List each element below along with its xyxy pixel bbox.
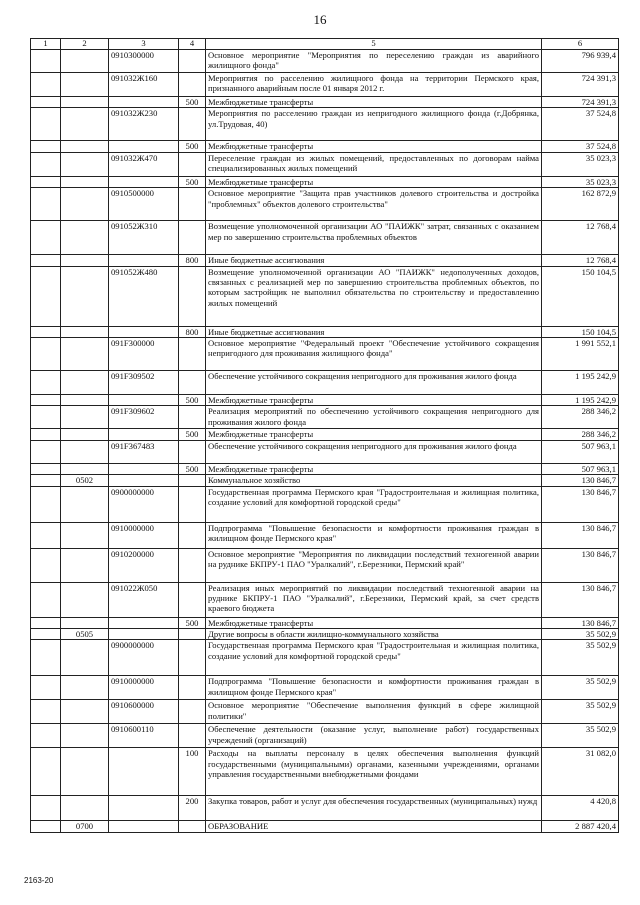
cell-expense-type [179, 522, 206, 548]
cell-col1 [31, 395, 61, 406]
cell-amount: 130 846,7 [542, 548, 619, 582]
cell-target-code [109, 821, 179, 832]
cell-target-code: 091032Ж230 [109, 108, 179, 141]
table-row [31, 796, 619, 821]
cell-expense-type [179, 821, 206, 832]
cell-expense-type [179, 440, 206, 463]
cell-amount: 796 939,4 [542, 50, 619, 73]
cell-amount: 130 846,7 [542, 486, 619, 522]
table-row [31, 221, 619, 255]
cell-target-code [109, 748, 179, 796]
table-row [31, 108, 619, 141]
cell-name: Государственная программа Пермского края "Градостроительная и жилищная политика, создание условий для комфортной городской среды" [206, 640, 542, 676]
column-header: 6 [542, 39, 619, 50]
cell-col1 [31, 582, 61, 617]
table-row [31, 97, 619, 108]
table-row [31, 141, 619, 152]
table-row [31, 475, 619, 486]
cell-name: Подпрограмма "Повышение безопасности и комфортности проживания граждан в жилищном фонде Пермского края" [206, 522, 542, 548]
cell-amount: 1 195 242,9 [542, 371, 619, 395]
cell-section-code [61, 338, 109, 371]
cell-name: Коммунальное хозяйство [206, 475, 542, 486]
cell-col1 [31, 522, 61, 548]
cell-col1 [31, 486, 61, 522]
cell-amount: 288 346,2 [542, 406, 619, 429]
cell-name: Иные бюджетные ассигнования [206, 326, 542, 337]
table-row [31, 676, 619, 700]
cell-target-code [109, 617, 179, 628]
column-header: 4 [179, 39, 206, 50]
cell-col1 [31, 700, 61, 724]
cell-col1 [31, 326, 61, 337]
cell-section-code [61, 97, 109, 108]
cell-section-code: 0505 [61, 629, 109, 640]
cell-amount: 37 524,8 [542, 141, 619, 152]
cell-target-code: 091F300000 [109, 338, 179, 371]
cell-expense-type [179, 108, 206, 141]
cell-section-code [61, 748, 109, 796]
cell-col1 [31, 796, 61, 821]
cell-name: Переселение граждан из жилых помещений, предоставленных по договорам найма специализированных жилых помещений [206, 152, 542, 176]
table-row [31, 188, 619, 221]
cell-section-code [61, 50, 109, 73]
cell-expense-type: 100 [179, 748, 206, 796]
cell-name: Другие вопросы в области жилищно-коммунального хозяйства [206, 629, 542, 640]
table-row [31, 440, 619, 463]
cell-expense-type: 800 [179, 255, 206, 266]
cell-expense-type: 500 [179, 97, 206, 108]
cell-name: ОБРАЗОВАНИЕ [206, 821, 542, 832]
table-row [31, 429, 619, 440]
cell-name: Межбюджетные трансферты [206, 429, 542, 440]
cell-target-code [109, 176, 179, 187]
cell-expense-type: 200 [179, 796, 206, 821]
cell-expense-type [179, 486, 206, 522]
cell-expense-type [179, 475, 206, 486]
cell-amount: 35 023,3 [542, 152, 619, 176]
cell-name: Межбюджетные трансферты [206, 463, 542, 474]
cell-col1 [31, 640, 61, 676]
table-row [31, 724, 619, 748]
cell-col1 [31, 406, 61, 429]
cell-col1 [31, 629, 61, 640]
cell-target-code [109, 796, 179, 821]
table-row [31, 700, 619, 724]
cell-amount: 288 346,2 [542, 429, 619, 440]
cell-name: Обеспечение устойчивого сокращения непригодного для проживания жилого фонда [206, 440, 542, 463]
table-row [31, 522, 619, 548]
cell-expense-type: 500 [179, 176, 206, 187]
budget-table [30, 38, 619, 833]
cell-amount: 35 502,9 [542, 724, 619, 748]
cell-expense-type [179, 221, 206, 255]
table-row [31, 463, 619, 474]
cell-amount: 130 846,7 [542, 582, 619, 617]
cell-name: Возмещение уполномоченной организации АО "ПАИЖК" недополученных доходов, связанных с реализацией мер по завершению строительства проблемных объектов, по которым застройщик не выполнил обязательства по строительству и предоставлению жилых помещений [206, 266, 542, 326]
cell-amount: 724 391,3 [542, 97, 619, 108]
table-row [31, 629, 619, 640]
cell-name: Реализация мероприятий по обеспечению устойчивого сокращения непригодного для проживания жилого фонда [206, 406, 542, 429]
cell-section-code [61, 440, 109, 463]
table-row [31, 326, 619, 337]
cell-amount: 130 846,7 [542, 522, 619, 548]
cell-name: Межбюджетные трансферты [206, 617, 542, 628]
cell-target-code: 091F367483 [109, 440, 179, 463]
cell-section-code [61, 255, 109, 266]
cell-amount: 150 104,5 [542, 326, 619, 337]
cell-amount: 35 502,9 [542, 700, 619, 724]
cell-target-code: 0910500000 [109, 188, 179, 221]
cell-amount: 12 768,4 [542, 255, 619, 266]
cell-section-code [61, 548, 109, 582]
cell-expense-type [179, 73, 206, 97]
cell-amount: 12 768,4 [542, 221, 619, 255]
cell-expense-type [179, 548, 206, 582]
cell-expense-type [179, 266, 206, 326]
table-row [31, 640, 619, 676]
cell-target-code [109, 395, 179, 406]
cell-col1 [31, 548, 61, 582]
cell-expense-type: 500 [179, 395, 206, 406]
table-row [31, 50, 619, 73]
cell-col1 [31, 108, 61, 141]
table-row [31, 152, 619, 176]
cell-expense-type [179, 582, 206, 617]
cell-amount: 1 195 242,9 [542, 395, 619, 406]
cell-amount: 162 872,9 [542, 188, 619, 221]
cell-amount: 2 887 420,4 [542, 821, 619, 832]
cell-name: Межбюджетные трансферты [206, 176, 542, 187]
cell-col1 [31, 463, 61, 474]
cell-target-code: 091F309502 [109, 371, 179, 395]
cell-target-code: 0900000000 [109, 486, 179, 522]
cell-section-code [61, 371, 109, 395]
cell-section-code [61, 676, 109, 700]
column-header: 2 [61, 39, 109, 50]
cell-expense-type [179, 188, 206, 221]
table-row [31, 406, 619, 429]
cell-name: Межбюджетные трансферты [206, 141, 542, 152]
cell-name: Мероприятия по расселению граждан из непригодного жилищного фонда (г.Добрянка, ул.Трудовая, 40) [206, 108, 542, 141]
cell-section-code [61, 724, 109, 748]
cell-amount: 130 846,7 [542, 617, 619, 628]
cell-section-code [61, 266, 109, 326]
cell-col1 [31, 724, 61, 748]
page-number: 16 [313, 12, 327, 27]
cell-target-code: 091052Ж480 [109, 266, 179, 326]
cell-expense-type [179, 406, 206, 429]
cell-amount: 507 963,1 [542, 440, 619, 463]
cell-expense-type [179, 152, 206, 176]
table-row [31, 395, 619, 406]
cell-name: Основное мероприятие "Обеспечение выполнения функций в сфере жилищной политики" [206, 700, 542, 724]
cell-section-code: 0700 [61, 821, 109, 832]
cell-col1 [31, 821, 61, 832]
cell-target-code: 091032Ж160 [109, 73, 179, 97]
cell-name: Основное мероприятие "Защита прав участников долевого строительства и достройка "проблемных" объектов долевого строительства" [206, 188, 542, 221]
cell-col1 [31, 50, 61, 73]
cell-target-code [109, 629, 179, 640]
cell-target-code: 0910300000 [109, 50, 179, 73]
cell-expense-type [179, 50, 206, 73]
cell-expense-type [179, 629, 206, 640]
cell-target-code: 0910000000 [109, 676, 179, 700]
cell-target-code: 091022Ж050 [109, 582, 179, 617]
cell-section-code [61, 326, 109, 337]
cell-target-code [109, 463, 179, 474]
cell-target-code: 0910600000 [109, 700, 179, 724]
cell-amount: 35 023,3 [542, 176, 619, 187]
cell-expense-type: 500 [179, 463, 206, 474]
table-row [31, 338, 619, 371]
table-row [31, 266, 619, 326]
cell-section-code [61, 188, 109, 221]
table-row [31, 176, 619, 187]
table-row [31, 255, 619, 266]
cell-section-code [61, 73, 109, 97]
cell-expense-type: 800 [179, 326, 206, 337]
cell-target-code: 091F309602 [109, 406, 179, 429]
cell-col1 [31, 338, 61, 371]
cell-section-code [61, 406, 109, 429]
cell-section-code [61, 395, 109, 406]
cell-amount: 37 524,8 [542, 108, 619, 141]
cell-col1 [31, 676, 61, 700]
cell-col1 [31, 617, 61, 628]
cell-col1 [31, 371, 61, 395]
cell-col1 [31, 141, 61, 152]
cell-target-code [109, 475, 179, 486]
cell-section-code [61, 152, 109, 176]
cell-name: Расходы на выплаты персоналу в целях обеспечения выполнения функций государственными (муниципальными) органами, казенными учреждениями, органами управления государственными внебюджетными фондами [206, 748, 542, 796]
cell-amount: 4 420,8 [542, 796, 619, 821]
cell-target-code: 091032Ж470 [109, 152, 179, 176]
cell-col1 [31, 440, 61, 463]
cell-name: Реализация иных мероприятий по ликвидации последствий техногенной аварии на руднике БКПРУ-1 ПАО "Уралкалий", г.Березники, Пермский край, за счет средств краевого бюджета [206, 582, 542, 617]
cell-section-code [61, 176, 109, 187]
cell-target-code: 091052Ж310 [109, 221, 179, 255]
cell-amount: 35 502,9 [542, 640, 619, 676]
cell-amount: 724 391,3 [542, 73, 619, 97]
cell-col1 [31, 429, 61, 440]
table-row [31, 748, 619, 796]
cell-amount: 130 846,7 [542, 475, 619, 486]
cell-name: Основное мероприятие "Федеральный проект "Обеспечение устойчивого сокращения непригодного для проживания жилищного фонда" [206, 338, 542, 371]
cell-amount: 150 104,5 [542, 266, 619, 326]
header-row [31, 39, 619, 50]
cell-section-code [61, 582, 109, 617]
cell-expense-type [179, 338, 206, 371]
cell-target-code: 0910000000 [109, 522, 179, 548]
cell-section-code [61, 640, 109, 676]
cell-section-code [61, 221, 109, 255]
cell-section-code: 0502 [61, 475, 109, 486]
cell-name: Межбюджетные трансферты [206, 97, 542, 108]
cell-name: Закупка товаров, работ и услуг для обеспечения государственных (муниципальных) нужд [206, 796, 542, 821]
column-header: 5 [206, 39, 542, 50]
cell-col1 [31, 152, 61, 176]
cell-col1 [31, 748, 61, 796]
cell-col1 [31, 97, 61, 108]
cell-amount: 31 082,0 [542, 748, 619, 796]
cell-expense-type [179, 640, 206, 676]
table-row [31, 486, 619, 522]
cell-col1 [31, 188, 61, 221]
cell-col1 [31, 73, 61, 97]
cell-section-code [61, 486, 109, 522]
cell-name: Мероприятия по расселению жилищного фонда на территории Пермского края, признанного аварийным после 01 января 2012 г. [206, 73, 542, 97]
cell-section-code [61, 522, 109, 548]
cell-expense-type [179, 700, 206, 724]
cell-target-code [109, 326, 179, 337]
cell-col1 [31, 475, 61, 486]
table-row [31, 73, 619, 97]
cell-target-code: 0900000000 [109, 640, 179, 676]
cell-name: Основное мероприятие "Мероприятия по переселению граждан из аварийного жилищного фонда" [206, 50, 542, 73]
table-row [31, 617, 619, 628]
cell-name: Обеспечение деятельности (оказание услуг, выполнение работ) государственных учреждений (организаций) [206, 724, 542, 748]
cell-target-code [109, 429, 179, 440]
cell-section-code [61, 429, 109, 440]
cell-amount: 1 991 552,1 [542, 338, 619, 371]
cell-amount: 35 502,9 [542, 629, 619, 640]
cell-name: Возмещение уполномоченной организации АО "ПАИЖК" затрат, связанных с оказанием мер по завершению строительства проблемных объектов [206, 221, 542, 255]
cell-expense-type [179, 724, 206, 748]
table-row [31, 548, 619, 582]
cell-col1 [31, 266, 61, 326]
cell-name: Иные бюджетные ассигнования [206, 255, 542, 266]
cell-name: Обеспечение устойчивого сокращения непригодного для проживания жилого фонда [206, 371, 542, 395]
cell-name: Основное мероприятие "Мероприятия по ликвидации последствий техногенной аварии на руднике БКПРУ-1 ПАО "Уралкалий", г.Березники, Пермский край" [206, 548, 542, 582]
cell-expense-type: 500 [179, 141, 206, 152]
table-row [31, 371, 619, 395]
cell-amount: 507 963,1 [542, 463, 619, 474]
cell-name: Межбюджетные трансферты [206, 395, 542, 406]
cell-target-code [109, 141, 179, 152]
table-row [31, 582, 619, 617]
footer-code: 2163-20 [24, 876, 54, 885]
cell-expense-type: 500 [179, 429, 206, 440]
column-header: 3 [109, 39, 179, 50]
cell-section-code [61, 108, 109, 141]
cell-amount: 35 502,9 [542, 676, 619, 700]
cell-target-code: 0910200000 [109, 548, 179, 582]
cell-col1 [31, 221, 61, 255]
cell-name: Подпрограмма "Повышение безопасности и комфортности проживания граждан в жилищном фонде Пермского края" [206, 676, 542, 700]
table-row [31, 821, 619, 832]
cell-expense-type: 500 [179, 617, 206, 628]
cell-expense-type [179, 371, 206, 395]
cell-target-code [109, 255, 179, 266]
cell-section-code [61, 700, 109, 724]
cell-col1 [31, 255, 61, 266]
cell-section-code [61, 141, 109, 152]
column-header: 1 [31, 39, 61, 50]
cell-target-code: 0910600110 [109, 724, 179, 748]
cell-section-code [61, 463, 109, 474]
cell-section-code [61, 617, 109, 628]
cell-col1 [31, 176, 61, 187]
cell-expense-type [179, 676, 206, 700]
cell-section-code [61, 796, 109, 821]
cell-target-code [109, 97, 179, 108]
cell-name: Государственная программа Пермского края "Градостроительная и жилищная политика, создание условий для комфортной городской среды" [206, 486, 542, 522]
